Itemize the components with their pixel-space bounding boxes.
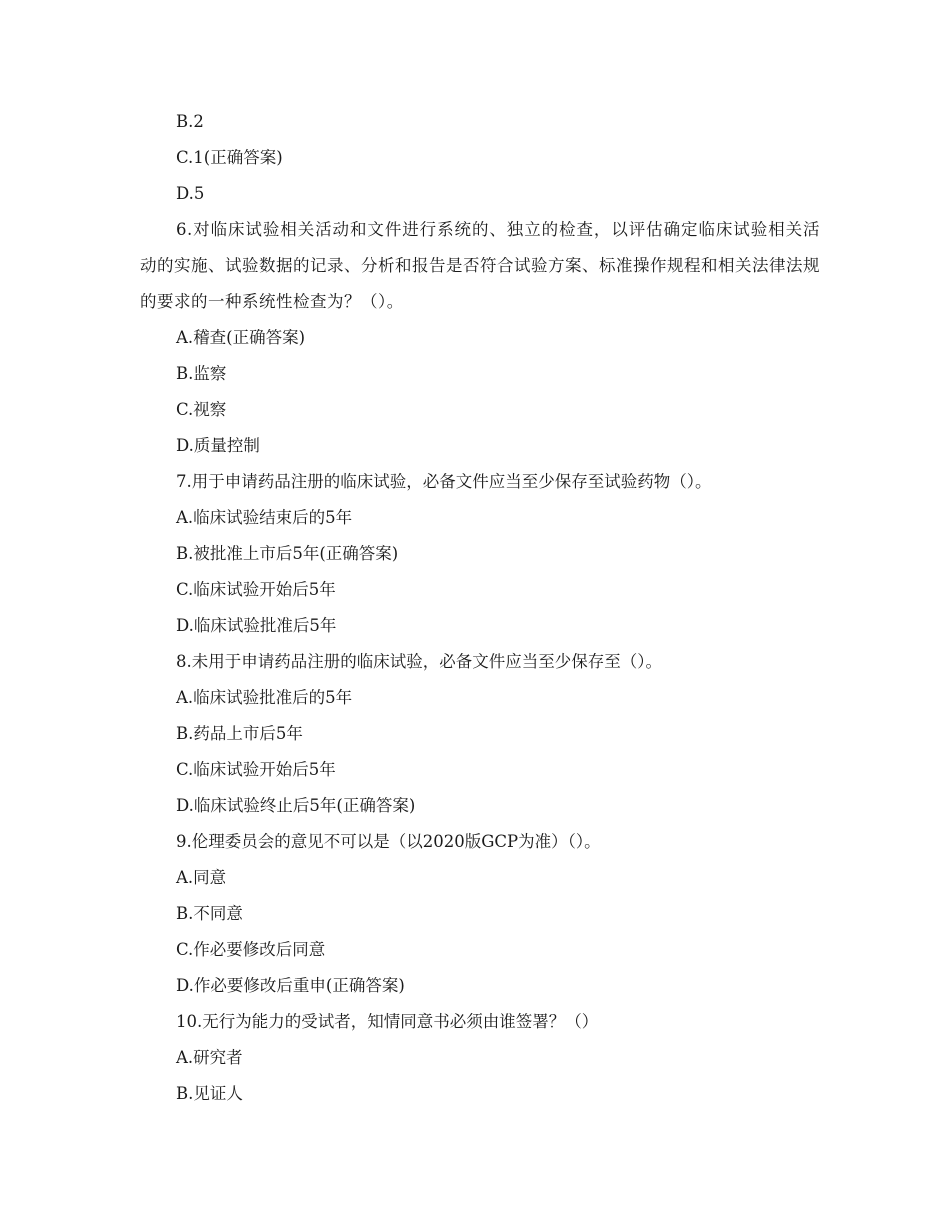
question-10: 10.无行为能力的受试者，知情同意书必须由谁签署？（） bbox=[176, 1012, 599, 1031]
option-c-q8: C.临床试验开始后5年 bbox=[176, 760, 336, 779]
question-8: 8.未用于申请药品注册的临床试验，必备文件应当至少保存至（）。 bbox=[176, 652, 662, 671]
option-c-q5: C.1(正确答案) bbox=[176, 148, 283, 167]
option-a-q6: A.稽查(正确答案) bbox=[176, 328, 306, 347]
question-6: 6.对临床试验相关活动和文件进行系统的、独立的检查，以评估确定临床试验相关活动的实施、试验数据的记录、分析和报告是否符合试验方案、标准操作规程和相关法律法规的要求的一种系统性检查为？（）。 bbox=[140, 220, 820, 311]
document-body bbox=[140, 104, 820, 1112]
question-9: 9.伦理委员会的意见不可以是（以2020版GCP为准）（）。 bbox=[176, 832, 601, 851]
option-a-q8: A.临床试验批准后的5年 bbox=[176, 688, 353, 707]
option-a-q9: A.同意 bbox=[176, 868, 227, 887]
option-b-q8: B.药品上市后5年 bbox=[176, 724, 303, 743]
option-d-q8: D.临床试验终止后5年(正确答案) bbox=[176, 796, 416, 815]
option-a-q10: A.研究者 bbox=[176, 1048, 243, 1067]
option-d-q9: D.作必要修改后重申(正确答案) bbox=[176, 976, 405, 995]
option-b-q7: B.被批准上市后5年(正确答案) bbox=[176, 544, 399, 563]
option-c-q7: C.临床试验开始后5年 bbox=[176, 580, 336, 599]
option-d-q7: D.临床试验批准后5年 bbox=[176, 616, 337, 635]
option-b-q6: B.监察 bbox=[176, 364, 227, 383]
option-c-q6: C.视察 bbox=[176, 400, 227, 419]
option-d-q5: D.5 bbox=[176, 184, 205, 203]
option-a-q7: A.临床试验结束后的5年 bbox=[176, 508, 353, 527]
question-7: 7.用于申请药品注册的临床试验，必备文件应当至少保存至试验药物（）。 bbox=[176, 472, 712, 491]
option-d-q6: D.质量控制 bbox=[176, 436, 260, 455]
option-b-q5: B.2 bbox=[176, 112, 204, 131]
option-b-q10: B.见证人 bbox=[176, 1084, 243, 1103]
option-b-q9: B.不同意 bbox=[176, 904, 243, 923]
option-c-q9: C.作必要修改后同意 bbox=[176, 940, 326, 959]
